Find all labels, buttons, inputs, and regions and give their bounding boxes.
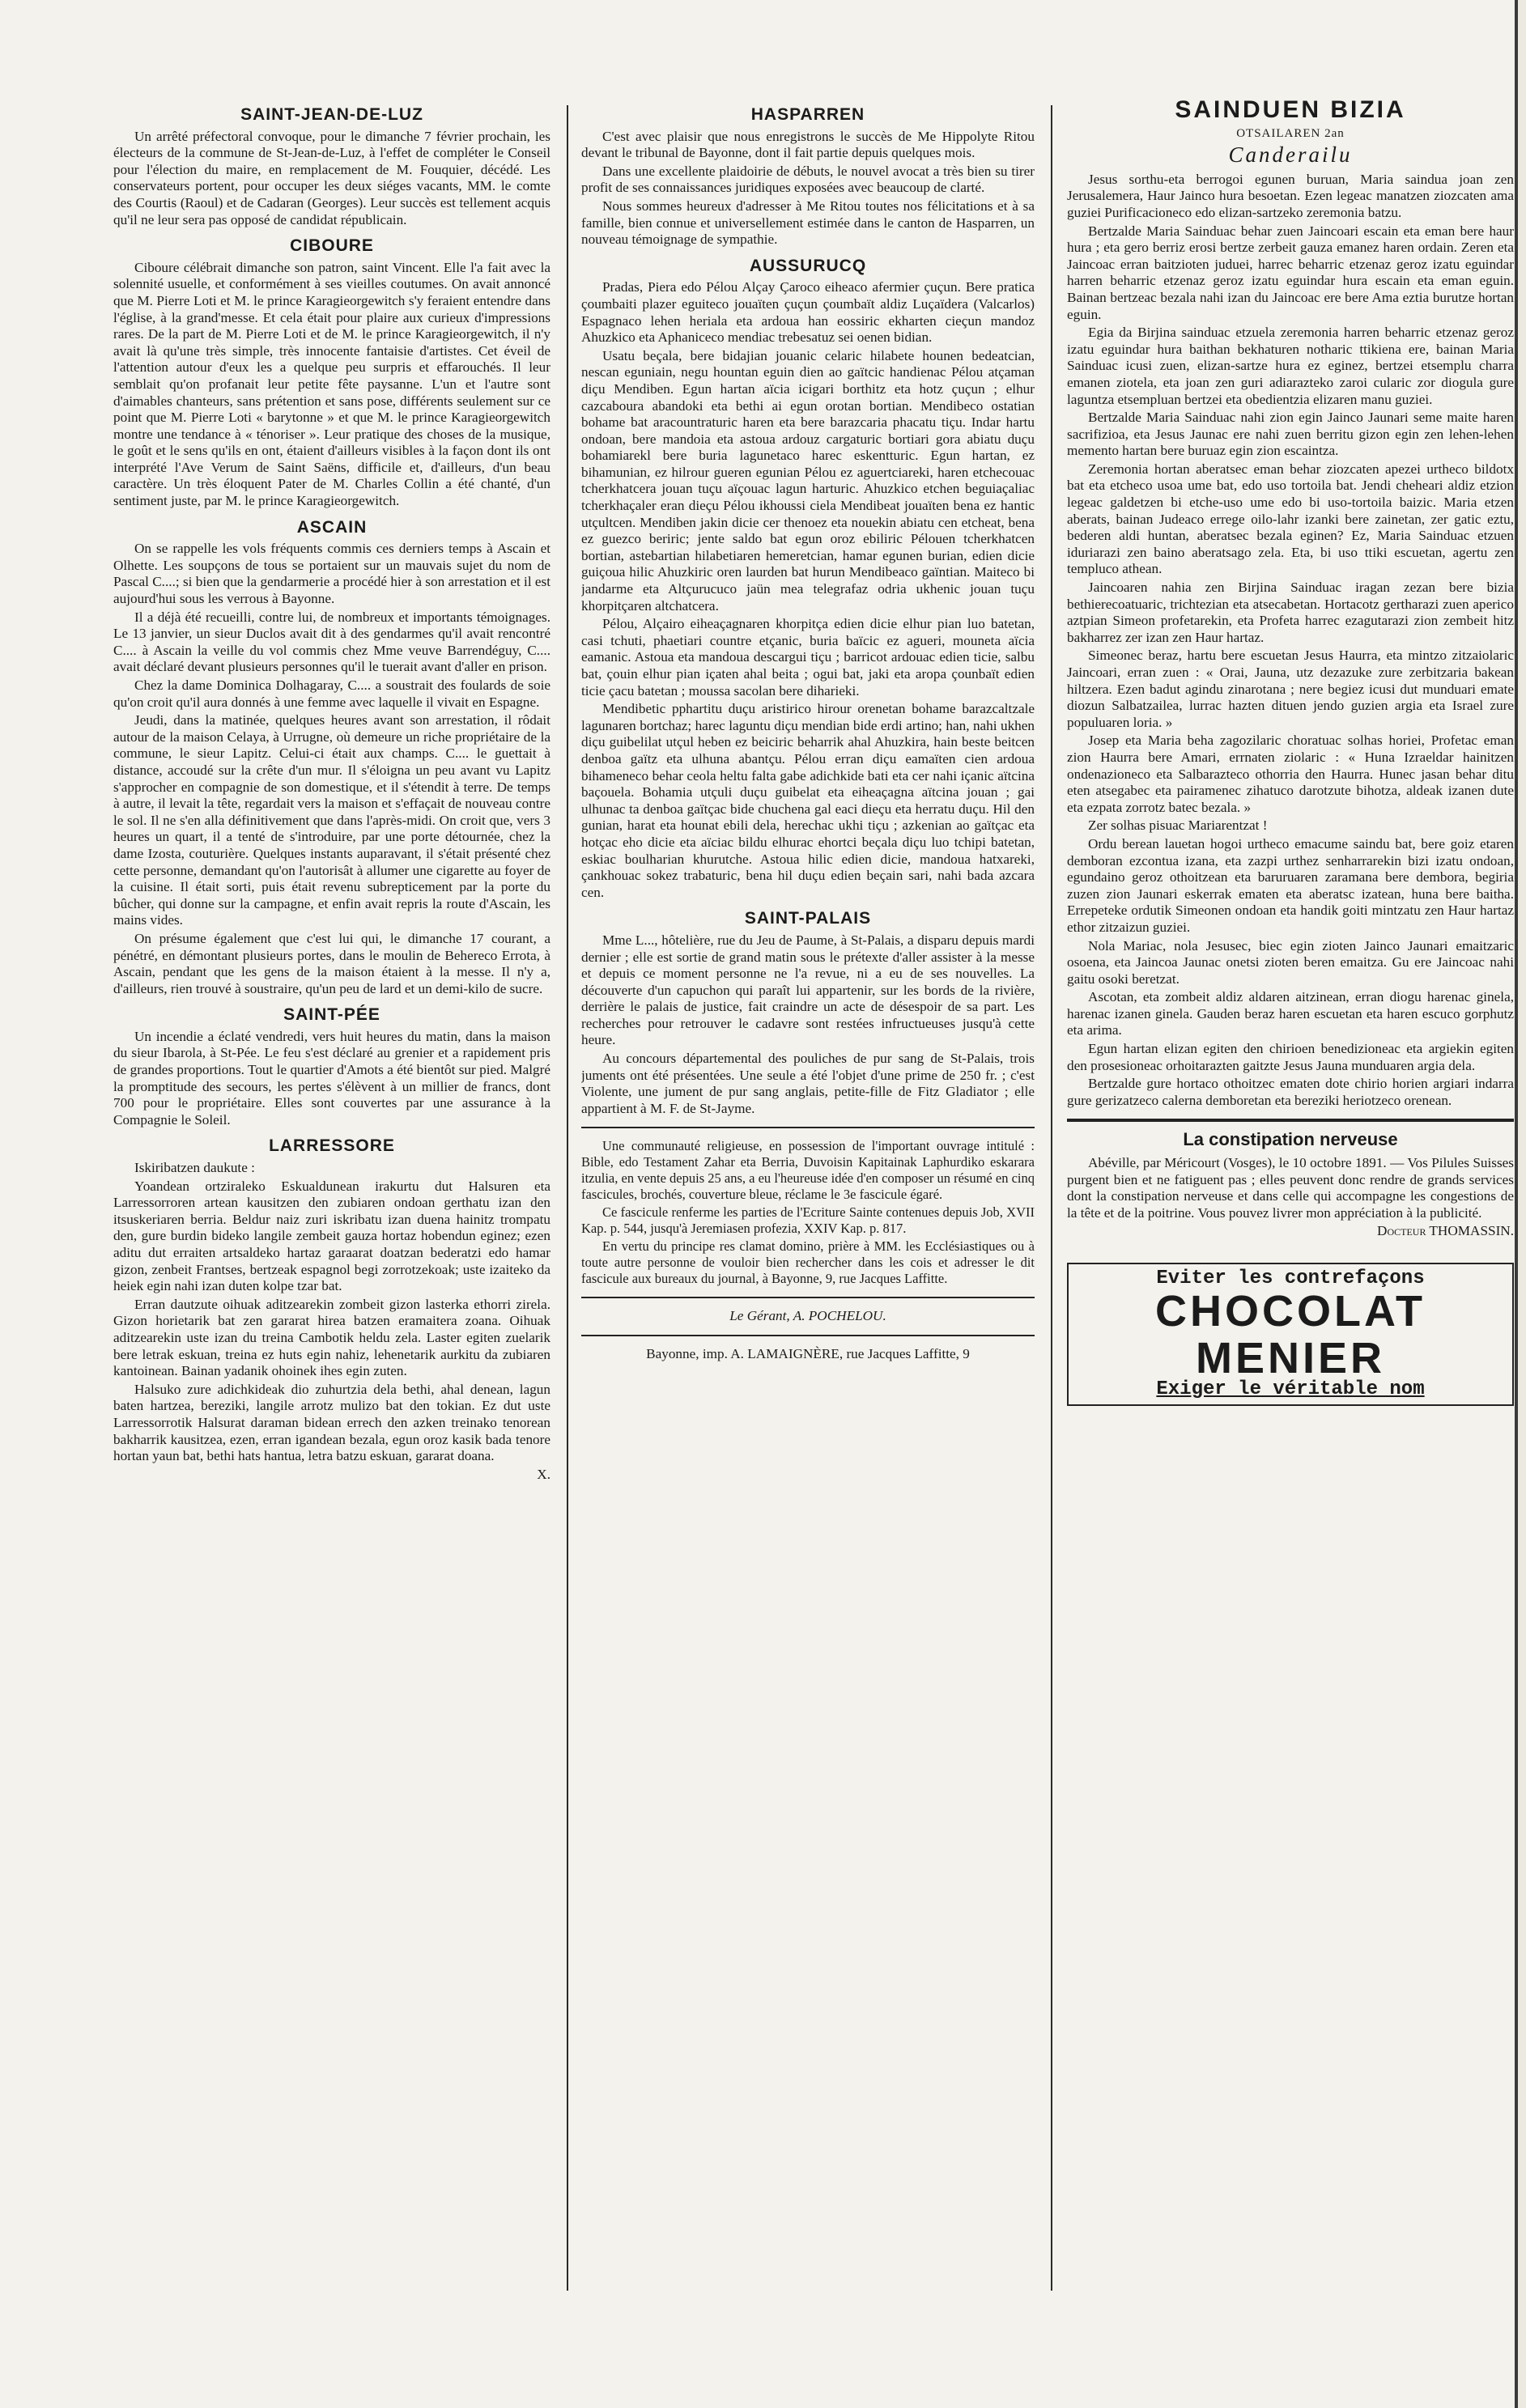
article-paragraph: Yoandean ortziraleko Eskualdunean irakurtu dut Halsuren eta Larressorroren artean kausitzen den zubiaren ondoan gerthatu izan den itsuskeriaren berria. Beldur naiz zuri iskribatu izan duena hainitz trompatu den, gure burdin bideko langile zembeit gauza hortaz hobendun eginez; ezen aditu dut erraiten artsaldeko hartaz garaarat doatzan bederatzi edo hamar gizon, zenbeit Frantses, bertzeak espagnol begi zorrotzekoak; uste izaiteko da heiek egin nahi izan duten kolpe tzar bat.	[113, 1178, 550, 1294]
feast-title: Canderailu	[1228, 142, 1353, 168]
article-paragraph: Chez la dame Dominica Dolhagaray, C.... a soustrait des foulards de soie qu'on croit qu'il aura donnés à une femme avec laquelle il vivait en Espagne.	[113, 677, 550, 710]
article-paragraph: Ascotan, eta zombeit aldiz aldaren aitzinean, erran diogu harenac ginela, harenac izanen ginela. Gauden beraz haren escuetan eta haren escuco gorphutz eta arima.	[1067, 989, 1514, 1038]
article-paragraph: C'est avec plaisir que nous enregistrons le succès de Me Hippolyte Ritou devant le tribunal de Bayonne, dont il fait partie depuis quelques mois.	[581, 128, 1035, 161]
section-title: ASCAIN	[296, 517, 368, 537]
feast-date: OTSAILAREN 2an	[1236, 126, 1345, 140]
article-paragraph: Nola Mariac, nola Jesusec, biec egin zioten Jainco Jaunari emaitzaric osoena, eta Jaincoa Jaunac onetsi zioten beren emaitza. Gu ere Jaincoac nahi gaitu osoki beretzat.	[1067, 937, 1514, 987]
notice-paragraph: Une communauté religieuse, en possession de l'important ouvrage intitulé : Bible, edo Testament Zahar eta Berria, Duvoisin Kapitainak Laphurdiko eskarara itzulia, en vente depuis 25 ans, a eu l'heureuse idée d'en composer un résumé en cinq fascicules, brochés, couverture bleue, réclame le 3e fascicule égaré.	[581, 1138, 1035, 1203]
column-left	[113, 97, 550, 2347]
ad-brand-line: CHOCOLAT	[1155, 1286, 1426, 1336]
notice-paragraph: En vertu du principe res clamat domino, prière à MM. les Ecclésiastiques ou à toute autre personne de vouloir bien rechercher dans les cois et adresser le dit fascicule aux bureaux du journal, à Bayonne, 9, rue Jacques Laffitte.	[581, 1238, 1035, 1287]
article-paragraph: Nous sommes heureux d'adresser à Me Ritou toutes nos félicitations et à sa famille, bien connue et universellement estimée dans le canton de Hasparren, un nouveau témoignage de sympathie.	[581, 197, 1035, 248]
page-edge	[1518, 0, 1526, 2408]
advertisement-body: Abéville, par Méricourt (Vosges), le 10 octobre 1891. — Vos Pilules Suisses purgent bien et ne fatiguent pas ; elles peuvent donc rendre de grands services dont la constipation nerveuse et dans celle qui accompagne les congestions de la tête et de la poitrine. Vous pouvez livrer mon appréciation à la publicité.	[1067, 1155, 1514, 1221]
article-paragraph: Usatu beçala, bere bidajian jouanic celaric hilabete hounen bedeatcian, nescan eguniain, negu hountan eguin dien ao gaïtcic handienac Pélou atçaman diçu Mendiben. Egun hartan aïcia icigari borthitz eta hotz çuçun ; elhur cazcaboura abandoki eta bethi ai egun orotan bortian. Mendibeco ostatian bohame bat aracountraturic haren eta bere barazcaria phacatu tiçu. Indar hartu ondoan, bere mandoia eta astoua ardouz cargaturic bortiari gora abiatu duçu bohamiarekl bere buria lagunetaco harec eskentturic. Egun hartan, ez bihamunian, ez hilrour gueren egunian Pélou ez aguertciareki, haren etchecouac tcherkhatcera jouan tuçu aïçouac lagun harturic. Ahuzkico etchen beguiaçaliac tcherkhaçaler eran dieçu Pélou ikhoussi ciela Mendibeat jouaïten bena ez hantic utçultcen. Mendiben jakin dicie cer thenoez eta nouekin abiatu cen etcheat, bena ez guezco beriric; jente saldo bat egun oroz ebiliric Pélouen tcherkhatcen bortian, astebartian hilabetiaren hemeretcian, hamar egunen burian, edien dicie guiçoua hilic Ahuzkiric oren laurden bat hurun Mendibeaco gaïntian. Maiteco bi jandarme eta Altçurucuco jaün mea telegrafaz odria ukhenic jouan tuçu khorpitçaren altchatcera.	[581, 347, 1035, 614]
article-paragraph: Ordu berean lauetan hogoi urtheco emacume saindu bat, bere goiz etaren demboran ezcontua izana, eta zazpi urthez senharrarekin bizi izatu ondoan, egundaino geroz othoitzean eta baruruaren zaramana bere dembora, begiria zuzen zion Jaunari eskerrak ematen eta aberatsc izatean, huna bere baitha. Errepeteke ordutik Simeonen ondoan eta handik goiti mintzatu zen Haur hartaz ethor zitzaizun guziei.	[1067, 835, 1514, 935]
ad-brand-line: MENIER	[1195, 1333, 1385, 1382]
article-signature: X.	[537, 1466, 550, 1482]
divider	[581, 1297, 1035, 1298]
ad-top-line: Eviter les contrefaçons	[1156, 1268, 1425, 1289]
section-title: SAINT-PALAIS	[744, 909, 872, 928]
article-paragraph: On présume également que c'est lui qui, le dimanche 17 courant, a pénétré, en démontant plusieurs portes, dans le moulin de Behereco Errota, à Ascain, pendant que les gens de la maison étaient à la messe. Il n'y a, d'ailleurs, rien trouvé à soustraire, qu'un peu de lard et un demi-kilo de sucre.	[113, 930, 550, 996]
section-title: AUSSURUCQ	[749, 256, 867, 275]
article-paragraph: Zeremonia hortan aberatsec eman behar ziozcaten apezei urtheco bildotx bat eta etcheco usoa ume bat, edo uso tortoila bat. Jendi cheheari aldiz etzion legeac galdetzen bi etche-uso ume edo bi uso-tortoila baizic. Maria etzen aberats, bainan Judeaco errege oilo-lahr izanki bere zainetan, zer gatic eztu, bederen aldi huntan, aberatsec bezala eginen? Ez, Maria Sainduac etzuen iduriarazi zen baino aberatsago zela. Eta, bi uso ttiki escuetan, agertu zen templuco athean.	[1067, 461, 1514, 577]
divider	[581, 1127, 1035, 1128]
section-title: SAINT-PÉE	[283, 1005, 380, 1025]
notice-paragraph: Ce fascicule renferme les parties de l'Ecriture Sainte contenues depuis Job, XVII Kap. p. 544, jusqu'à Jeremiasen profezia, XXIV Kap. p. 817.	[581, 1204, 1035, 1237]
article-paragraph: Josep eta Maria beha zagozilaric choratuac solhas horiei, Profetac eman zion Haurra bere Amari, errnaten ziolaric : « Huna Izraeldar hainitzen ondenazioneco eta Salbarazteco othorria den Haurra. Hunec jasan behar ditu eten atsegabec eta pairamenec zihatuco darotzute bihotza, aldeak izanen dute eta ezpata zorrotz batec bezala. »	[1067, 733, 1514, 815]
article-paragraph: Mendibetic pphartitu duçu aristirico hirour orenetan bohame barazcaltzale lagunaren bortchaz; harec laguntu diçu mendian bide erdi artino; han, nahi ukhen diçu guibelilat utçul heben ez beiciric beharrik ahal Ahuzkira, hain beste beitcen denboa gaïtz eta ulhuna abantçu. Pélou erran diçu eamaïten cien ardoua bihameneco behar ceola heltu falta gabe adichkide bati eta cer nahi içanic aïtcina baçouela. Bohamia utçuli duçu guibelat eta eiheaçagna aïtcina jouan ; gai ulhunac ta denboa gaïtçac bide chuchena gal eaci dieçu eta herratu duçu. Hil den gunian, harat eta hounat ebili dela, herechac ukhi tiçu ; azkenian ao gaïtçac eta hotçac eho dicie eta aïciac bildu elhurac ehortci beçala diçu luo tchipi batetan, eskiac boulharian khurutche. Astoua hilic edien dicie, mandoua hatxareki, çankhouac sokez trabaturic, bena hil duçu edien beçain sari, nahi bada azcara cen.	[581, 701, 1035, 900]
column-middle	[581, 97, 1035, 2347]
article-paragraph: Un arrêté préfectoral convoque, pour le dimanche 7 février prochain, les électeurs de la commune de St-Jean-de-Luz, à l'effet de compléter le Conseil pour l'élection du maire, en remplacement de M. Fouquier, décédé. Les conservateurs portent, pour occuper les deux siéges vacants, MM. le comte des Courtis (Raoul) et de Cadaran (Georges). Leur succès est tellement acquis qu'il ne leur sera pas opposé de candidat républicain.	[113, 128, 550, 227]
page-edge-shadow	[1515, 0, 1518, 2408]
column-rule	[567, 105, 568, 2291]
article-paragraph: Erran dautzute oihuak aditzearekin zombeit gizon lasterka ethorri zirela. Gizon horietarik bat zen gararat hirea batzen eramaitera zoana. Oihuak aditzearekin uste izan du treina Cambotik heldu zela. Laster egiten zuelarik bere letrak eskuan, treina ez huts egin nahiz, lehenetarik aurkitu da zubiaren kantoinean. Bainan yadanik ohoinek ihes egin zuten.	[113, 1296, 550, 1379]
advertisement-signature: Docteur THOMASSIN.	[1377, 1223, 1514, 1239]
article-paragraph: Pradas, Piera edo Pélou Alçay Çaroco eiheaco afermier çuçun. Bere pratica çoumbaiti plazer eguiteco jouaïten çuçun çoumbaït aldiz Luçaïdera (Valcarlos) Espagnaco lehen heriala eta ardoua han eossiric ekharten cieçun mandoz Ahuzkico eta Aphaniceco mendiac trebesatuz sei oenen bidian.	[581, 279, 1035, 346]
article-paragraph: Jaincoaren nahia zen Birjina Sainduac iragan zezan bere bizia bethierecoatuaric, trichtezian eta atsecabetan. Hortacotz gertharazi zuen aperico aztpian Simeon profetarekin, eta Profeta harrec ezagutarazi zion zembeit hitz bakharrez zer izan zen Haur hartaz.	[1067, 580, 1514, 645]
article-paragraph: Pélou, Alçairo eiheaçagnaren khorpitça edien dicie elhur pian luo batetan, casi tchuti, phaetiari countre etçanic, buria baïcic ez agueri, mouneta aïcia eamanic. Astoua eta mandoua descargui tiçu ; barricot ardouac edien ticie, salbu bat, çouin elhur pian içaten ahal beita ; ogui bat, jaki eta aropa çounbaït edien ticie çacu batetan ; moussa sacolan bere diharieki.	[581, 616, 1035, 699]
article-paragraph: Egia da Birjina sainduac etzuela zeremonia harren beharric etzenaz geroz izatu eguindar hura baithan bekhaturen notharic ttikiena ere, bainan Maria Sainduac icusi zuen, elizan-sartze hura ez eginez, bertzei etsemplu charra emanen ziotela, eta joan zen guri adiarazteko zaroi cularic zor diogula gure laguntza etsempluan bertzei eta obedientzia elizaren manu guziei.	[1067, 325, 1514, 407]
advertisement-title: La constipation nerveuse	[1183, 1129, 1398, 1150]
article-paragraph: Zer solhas pisuac Mariarentzat !	[1088, 818, 1268, 834]
divider	[581, 1335, 1035, 1336]
column-rule	[1051, 105, 1052, 2291]
article-paragraph: On se rappelle les vols fréquents commis ces derniers temps à Ascain et Olhette. Les soupçons de tous se portaient sur un mauvais sujet du nom de Pascal C....; si bien que la gendarmerie a procédé hier à son arrestation et il est aujourd'hui sous les verrous à Bayonne.	[113, 541, 550, 607]
article-paragraph: Halsuko zure adichkideak dio zuhurtzia dela bethi, ahal denean, lagun baten hartzea, bereziki, langile arrotz mulizo bat den tokian. Ez dut uste Larressorrotik Halsurat daraman bidean errech den azken treinako tenorean bakharrik kausitzea, ezen, erran igandean bezala, egun oroz kasik bada tenore hortan yaun bat, bethi hats hantua, letra batzu eskuan, gararat doana.	[113, 1381, 550, 1464]
section-masthead: SAINDUEN BIZIA	[1175, 97, 1406, 123]
column-right	[1067, 97, 1514, 2347]
section-title: HASPARREN	[750, 105, 865, 124]
gerant-line: Le Gérant, A. POCHELOU.	[729, 1308, 886, 1324]
section-title: SAINT-JEAN-DE-LUZ	[240, 105, 423, 124]
article-paragraph: Bertzalde Maria Sainduac nahi zion egin Jainco Jaunari seme maite haren sacrifizioa, eta Jesus Jaunac ere nahi zuen berritu gizon egin zen lehen-lehen memento hartan bere buruaz egin zion escaintza.	[1067, 410, 1514, 459]
ad-bottom-line: Exiger le véritable nom	[1156, 1378, 1425, 1400]
article-paragraph: Jesus sorthu-eta berrogoi egunen buruan, Maria saindua joan zen Jerusalemera, Haur Jainco hura besoetan. Ezen legeac manatzen ziozcaten ama guziei Purificacioneco edo elizan-sartzeko zeremonia batzu.	[1067, 171, 1514, 220]
article-paragraph: Iskiribatzen daukute :	[134, 1160, 255, 1176]
article-paragraph: Un incendie a éclaté vendredi, vers huit heures du matin, dans la maison du sieur Ibarola, à St-Pée. Le feu s'est déclaré au grenier et a rapidement pris de grandes proportions. Tout le quartier d'Amots a été bientôt sur pied. Malgré la promptitude des secours, les pertes s'élèvent à un millier de francs, dont 700 pour le propriétaire. Elles sont couvertes par une assurance à la Compagnie le Soleil.	[113, 1028, 550, 1128]
section-title: CIBOURE	[290, 236, 374, 256]
article-paragraph: Simeonec beraz, hartu bere escuetan Jesus Haurra, eta mintzo zitzaiolaric Jaincoari, erran zuen : « Orai, Jauna, utz dezazuke zure zerbitzaria bakean hiltzera. Ezen badut agindu zinarotana ; nere begiez icusi dut munduari emate diozun Salbatzailea, lurrac hazten dituen jendo guzien argia eta Israel zure populuaren loria. »	[1067, 648, 1514, 730]
article-paragraph: Il a déjà été recueilli, contre lui, de nombreux et importants témoignages. Le 13 janvier, un sieur Duclos avait dit à des gendarmes qu'il avait rencontré C.... à Ascain la veille du vol commis chez Mme veuve Barrendéguy, C.... avait déclaré devant plusieurs personnes qu'il le tuerait avant d'aller en prison.	[113, 609, 550, 675]
article-paragraph: Bertzalde Maria Sainduac behar zuen Jaincoari escain eta eman bere haur hura ; eta gero berriz erosi bertze zerbeit gauza emanez haren ordain. Zeren eta Jaincoac erran baitzioten juduei, harrec beharric etzenaz geroz izatu eguindar harren beharric etzenaz geroz izatu eguindar hura escain eta eman eguin. Bainan bertzeac bezala nahi izan du Jaincoac ere bere Ama eztia burutze hortan eguin.	[1067, 223, 1514, 322]
chocolat-menier-ad	[1067, 1263, 1514, 1406]
section-title: LARRESSORE	[269, 1136, 395, 1156]
article-paragraph: Mme L..., hôtelière, rue du Jeu de Paume, à St-Palais, a disparu depuis mardi dernier ; elle est sortie de grand matin sous le prétexte d'aller assister à la messe et depuis ce moment personne ne l'a revue, ni a eu de ses nouvelles. La découverte d'un capuchon qui paraît lui appartenir, sur les bords de la rivière, derrière le palais de justice, fait craindre un acte de désespoir de sa part. Les recherches pour retrouver le cadavre sont restées infructueuses jusqu'à cette heure.	[581, 932, 1035, 1048]
divider	[1067, 1119, 1514, 1122]
article-paragraph: Au concours départemental des pouliches de pur sang de St-Palais, trois juments ont été présentées. Une seule a été l'objet d'une prime de 250 fr. ; c'est Violente, une jument de pur sang anglais, petite-fille de Fitz Gladiator ; elle appartient à M. F. de St-Jayme.	[581, 1051, 1035, 1116]
printer-imprint: Bayonne, imp. A. LAMAIGNÈRE, rue Jacques Laffitte, 9	[646, 1346, 970, 1362]
article-paragraph: Dans une excellente plaidoirie de débuts, le nouvel avocat a très bien su tirer profit de ses connaissances juridiques exposées avec beaucoup de clarté.	[581, 163, 1035, 196]
article-paragraph: Jeudi, dans la matinée, quelques heures avant son arrestation, il rôdait autour de la maison Celaya, à Urrugne, où demeure un riche propriétaire de la commune, le sieur Lapitz. Celui-ci était aux champs. C.... le guettait à distance, accoudé sur la crête d'un mur. Il s'éloigna un peu avant vu Lapitz s'approcher en compagnie de son domestique, et il s'étendit à terre. De temps à autre, il levait la tête, regardait vers la maison et s'effaçait de nouveau contre le sol. Il ne s'en alla définitivement que dans l'après-midi. On croit que, vers 3 heures un quart, il a tenté de s'introduire, par une porte détournée, chez la dame Izosta, couturière. Quelques instants auparavant, il s'était présenté chez cette personne, demandant qu'on l'autorisât à allumer une cigarette au foyer de la cuisine. Il était sorti, puis était revenu subrepticement par la porte du bûcher, qui donne sur la campagne, et enfin avait repris la route d'Ascain, les mains vides.	[113, 712, 550, 928]
article-paragraph: Bertzalde gure hortaco othoitzec ematen dote chirio horien argiari indarra gure gerizatzeco calerna demboretan eta bereziki heriotzeco orenean.	[1067, 1076, 1514, 1108]
article-paragraph: Egun hartan elizan egiten den chirioen benedizioneac eta argiekin egiten den prosesioneac orhoitarazten gaitzte Jesus Jauna munduaren argia dela.	[1067, 1041, 1514, 1073]
article-paragraph: Ciboure célébrait dimanche son patron, saint Vincent. Elle l'a fait avec la solennité usuelle, et conformément à ses vieilles coutumes. On avait annoncé que M. Pierre Loti et M. le prince Karagieorgewitch s'y feraient entendre dans l'église, à la grand'messe. Et cela était pour plaire aux curieux d'impressions rares. De la part de M. Pierre Loti et de M. le prince Karagieorgewitch, il n'y avait là qu'une très simple, très innocente fantaisie d'artistes. Cet éveil de l'attention autour d'eux les a quelque peu surpris et effarouchés. Il leur semblait qu'on profanait leur petite fête paysanne. L'un et l'autre sont d'aimables chanteurs, sans prétention et sans pose, différents seulement sur ce point que M. Pierre Loti « barytonne » et que M. le prince Karagieorgewitch montre une tendance à « ténoriser ». Leur pratique des choses de la musique, le goût et le sens qu'ils en ont, étaient d'ailleurs visibles à la façon dont ils ont interprété l'Ave Verum de Saint Saëns, difficile et, d'ailleurs, d'un beau caractère. Un très éloquent Pater de M. Charles Collin a été chanté, d'un sentiment juste, par M. le prince Karagieorgewitch.	[113, 259, 550, 509]
